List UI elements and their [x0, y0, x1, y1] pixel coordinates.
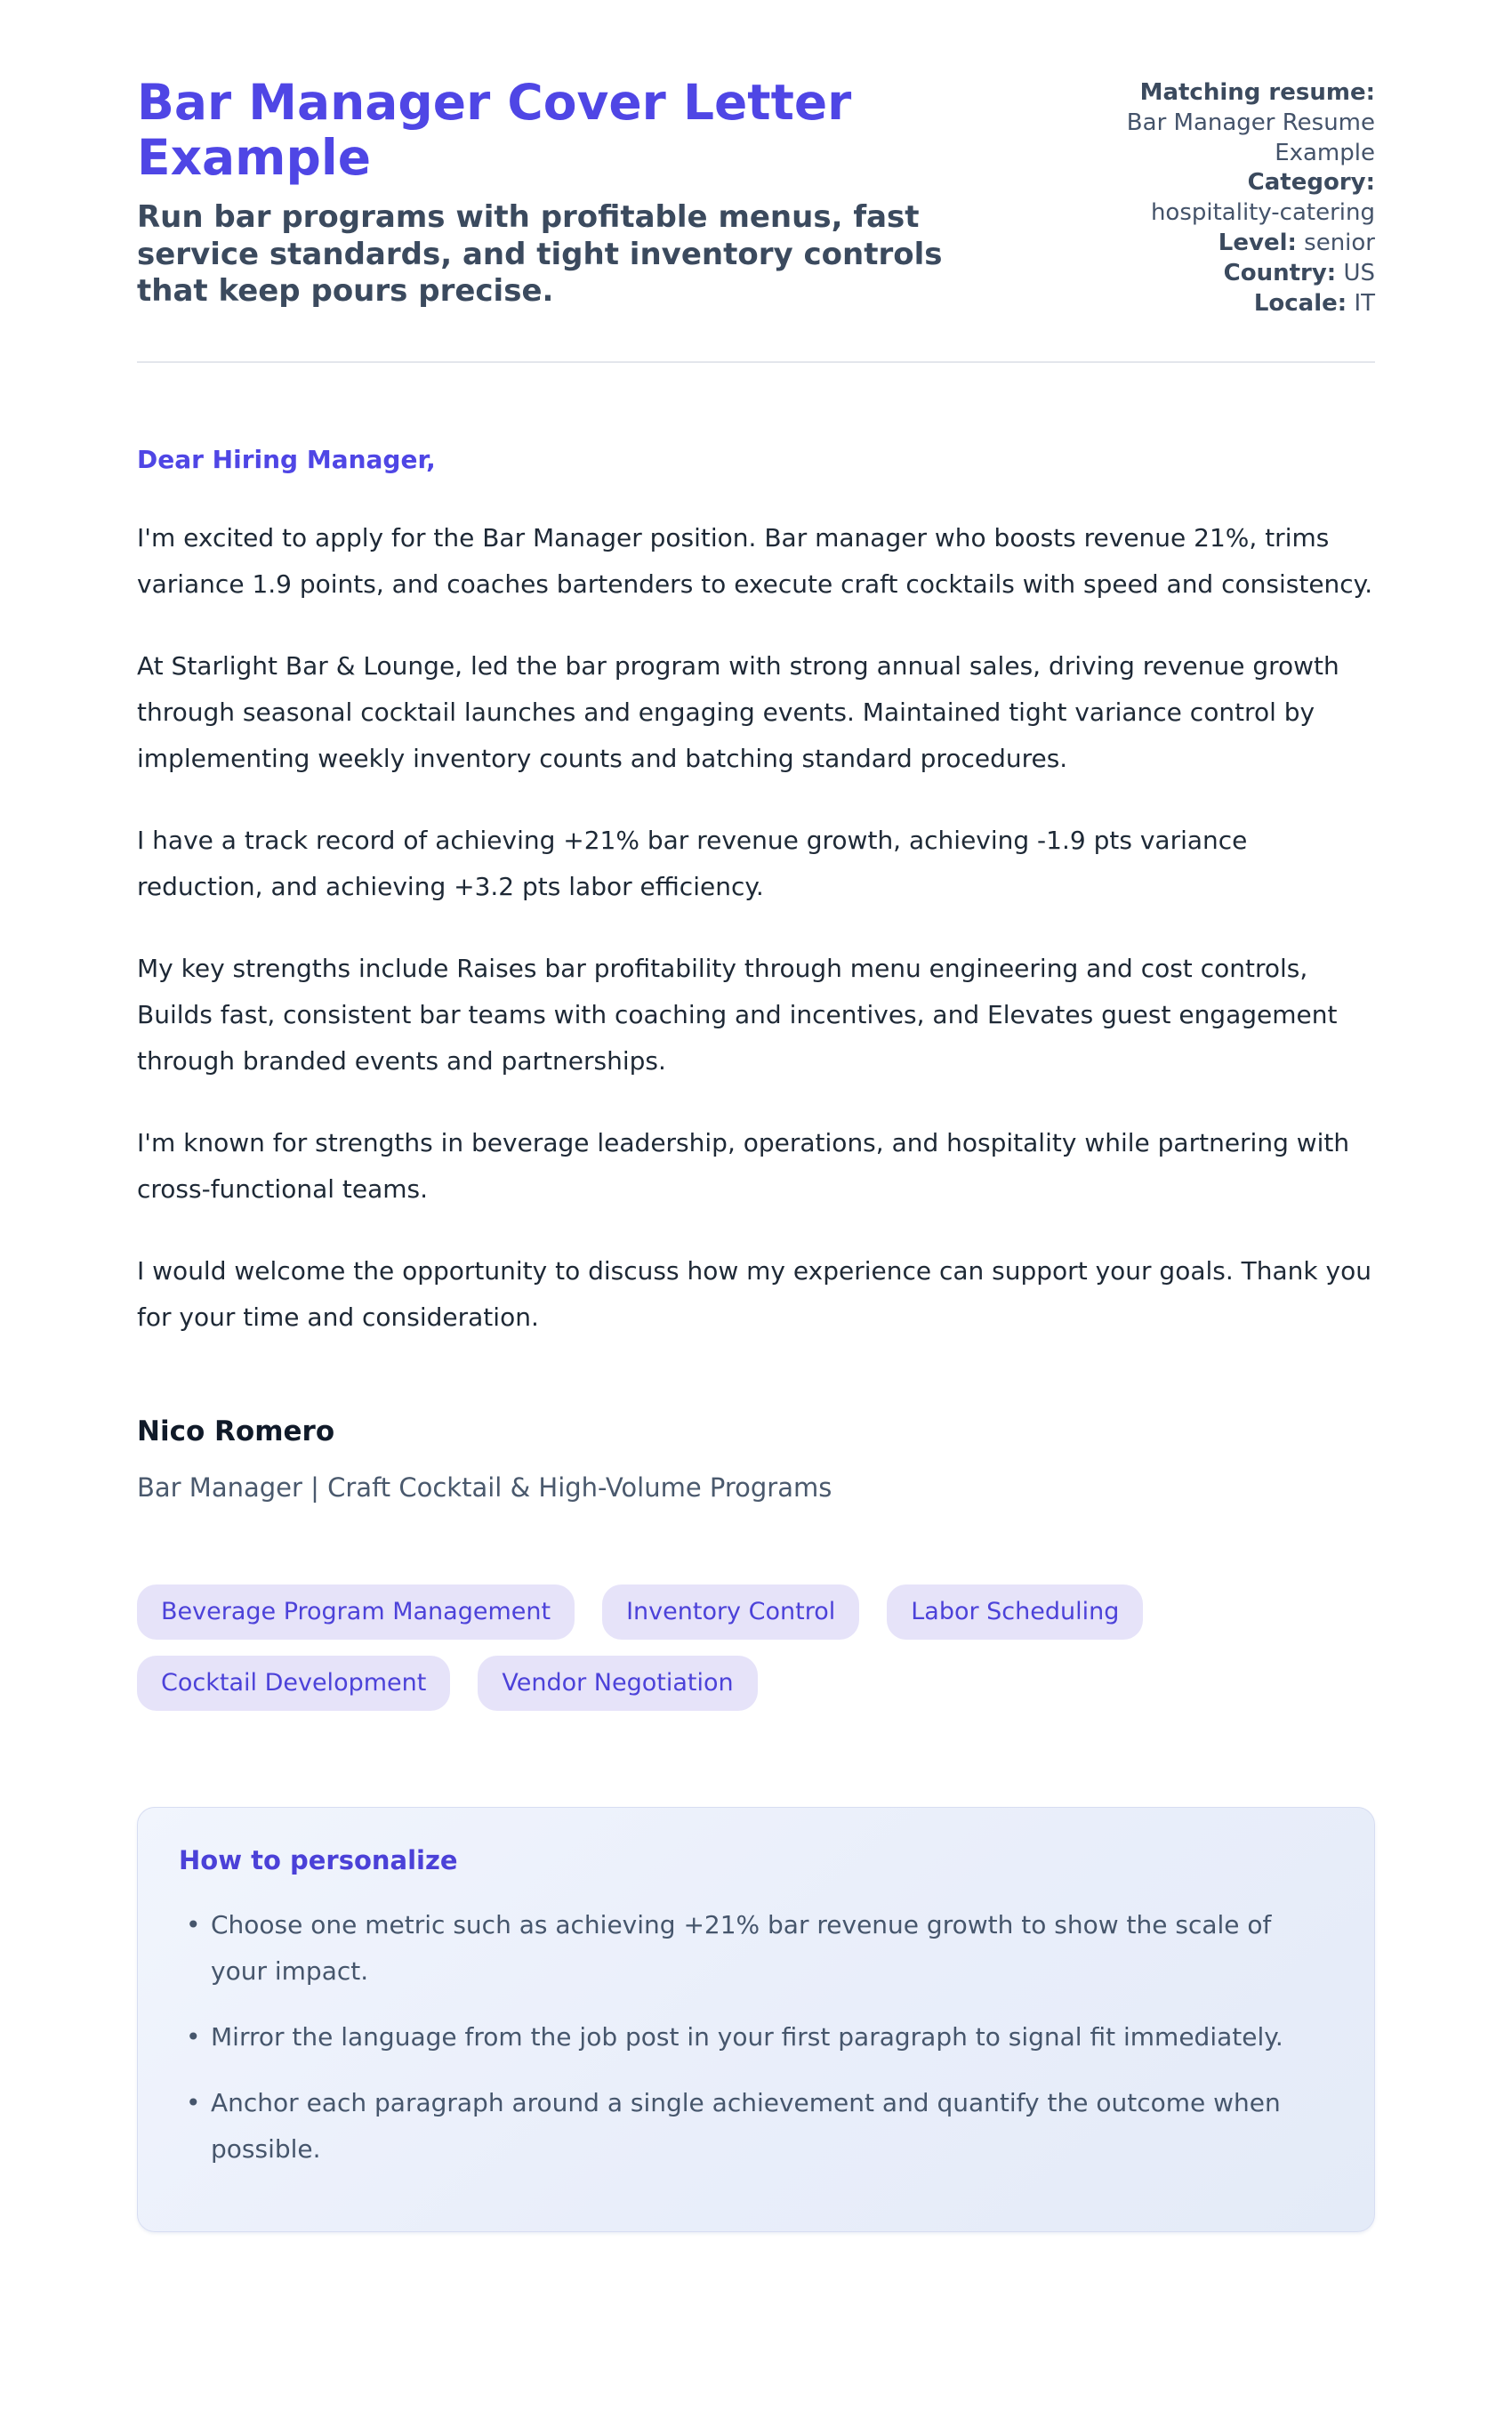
meta-value: senior: [1304, 229, 1375, 256]
signature-role: Bar Manager | Craft Cocktail & High-Volume Programs: [137, 1472, 832, 1504]
tips-list: [179, 1902, 1333, 2173]
meta-row: [1115, 259, 1375, 289]
letter-paragraph: I have a track record of achieving +21% bar revenue growth, achieving -1.9 pts variance reduction, and achieving +3.2 pts labor efficiency.: [137, 826, 1248, 902]
meta-value: Bar Manager Resume Example: [1126, 109, 1375, 166]
cover-letter-body: [137, 445, 1375, 1503]
meta-label: Country:: [1223, 259, 1337, 286]
tip-item: • Mirror the language from the job post in your first paragraph to signal fit immediately.: [179, 2014, 1333, 2060]
letter-paragraph: My key strengths include Raises bar profitability through menu engineering and cost controls, Builds fast, consistent bar teams with coaching and incentives, and Elevates guest engagement through branded events and partnerships.: [137, 954, 1338, 1076]
letter-paragraph: At Starlight Bar & Lounge, led the bar program with strong annual sales, driving revenue growth through seasonal cocktail launches and engaging events. Maintained tight variance control by implementing weekly inventory counts and batching standard procedures.: [137, 651, 1339, 774]
skill-tag: Labor Scheduling: [887, 1584, 1143, 1640]
skill-tags: [137, 1584, 1375, 1711]
meta-row: [1115, 168, 1375, 229]
letter-paragraph: I'm excited to apply for the Bar Manager position. Bar manager who boosts revenue 21%, trims variance 1.9 points, and coaches bartenders to execute craft cocktails with speed and consistency.: [137, 523, 1373, 600]
letter-paragraph: I'm known for strengths in beverage leadership, operations, and hospitality while partnering with cross-functional teams.: [137, 1128, 1350, 1205]
skill-tag: Vendor Negotiation: [478, 1656, 757, 1711]
personalization-tips-box: [137, 1807, 1375, 2232]
skill-tag: Beverage Program Management: [137, 1584, 575, 1640]
meta-label: Category:: [1247, 169, 1375, 197]
meta-label: Matching resume:: [1139, 79, 1375, 106]
tips-title: How to personalize: [179, 1844, 458, 1875]
page-title: Bar Manager Cover Letter Example: [137, 74, 852, 187]
meta-value: hospitality-catering: [1150, 199, 1375, 227]
meta-row: [1115, 229, 1375, 259]
meta-row: [1115, 78, 1375, 168]
meta-label: Locale:: [1253, 289, 1347, 317]
page-subtitle: Run bar programs with profitable menus, fast service standards, and tight inventory controls that keep pours precise.: [137, 199, 943, 310]
page-header: [137, 75, 1375, 318]
meta-value: US: [1343, 259, 1375, 286]
header-divider: [137, 361, 1375, 363]
meta-label: Level:: [1218, 229, 1297, 256]
meta-value: IT: [1354, 289, 1375, 317]
signature-name: Nico Romero: [137, 1415, 335, 1448]
skill-tag: Inventory Control: [602, 1584, 859, 1640]
letter-paragraph: I would welcome the opportunity to discuss how my experience can support your goals. Thank you for your time and consideration.: [137, 1256, 1371, 1333]
meta-row: [1115, 289, 1375, 319]
resume-meta-panel: [1115, 78, 1375, 318]
tip-item: • Choose one metric such as achieving +21% bar revenue growth to show the scale of your impact.: [179, 1902, 1333, 1995]
skill-tag: Cocktail Development: [137, 1656, 450, 1711]
header-title-block: [137, 75, 1053, 310]
tip-item: • Anchor each paragraph around a single achievement and quantify the outcome when possible.: [179, 2080, 1333, 2173]
greeting: Dear Hiring Manager,: [137, 445, 436, 475]
